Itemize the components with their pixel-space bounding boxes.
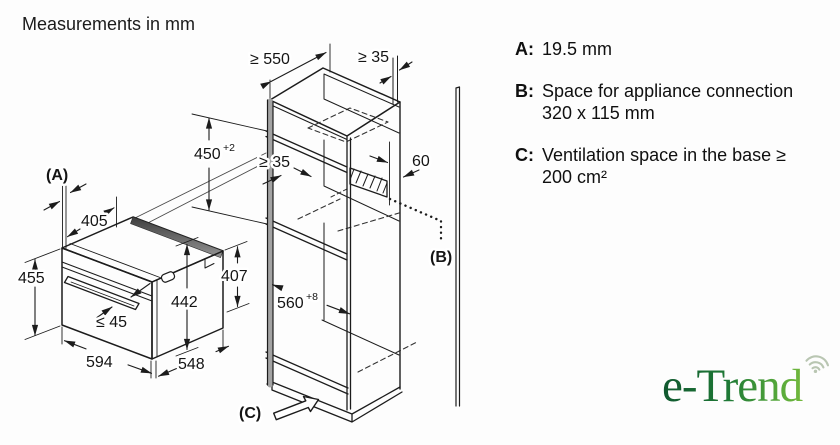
- dim-handle-arrow-upper: [131, 284, 150, 298]
- etrend-logo: [662, 354, 838, 426]
- dim-label-548: 548: [178, 356, 205, 373]
- dim-405-arrow-left: [68, 229, 81, 237]
- lower-compartment-lines: [322, 223, 399, 355]
- dim-label-455: 455: [18, 270, 45, 287]
- wifi-icon: [802, 350, 832, 374]
- legend: [515, 38, 835, 208]
- connection-area-b-dashed: [331, 188, 349, 197]
- etrend-logo-text: e-Trend: [662, 354, 838, 418]
- leader-b-dotted: [390, 199, 441, 243]
- legend-key-a: A:: [515, 39, 534, 59]
- page-title: Measurements in mm: [22, 14, 196, 34]
- dim-35niche-arrow-1: [294, 168, 311, 177]
- dim-594-arrow-right: [128, 365, 152, 373]
- dim-35top-refs: [393, 56, 398, 104]
- dim-label-depth: ≥ 550: [250, 51, 290, 68]
- label-b: (B): [430, 249, 453, 266]
- legend-text-c: [542, 144, 835, 188]
- dim-label-442: 442: [171, 294, 198, 311]
- dim-a-arrow-left: [44, 202, 60, 211]
- legend-item-b: [515, 80, 835, 124]
- lower-dashed: [358, 342, 417, 372]
- legend-key-b: B:: [515, 81, 534, 101]
- dim-35top-arrow-left: [380, 77, 391, 84]
- legend-b-line1: Space for appliance connection: [542, 81, 794, 101]
- dim-label-niche-height: 450: [194, 146, 221, 163]
- shelf2-front: [266, 218, 347, 260]
- oven-side-grip-hole: [160, 271, 175, 283]
- bottom-shelf-front: [266, 352, 348, 394]
- legend-c-line2: 200 cm²: [542, 167, 608, 187]
- dim-548-arrow-left: [159, 368, 179, 376]
- oven-door-top-edge: [70, 244, 160, 278]
- dim-a-extension-lines: [63, 185, 67, 249]
- dim-label-60: 60: [412, 153, 430, 170]
- dim-a-arrow-right: [71, 184, 87, 193]
- dim-594-arrow-left: [65, 341, 87, 349]
- legend-a-line1: 19.5 mm: [542, 39, 613, 59]
- side-wall-panel: [456, 87, 460, 406]
- legend-text-b: [542, 80, 835, 124]
- cabinet-top-dashed-cutout: [308, 108, 388, 142]
- insertion-guide-lines: [135, 153, 266, 226]
- cabinet-drawing: [192, 44, 460, 422]
- connection-area-b: [350, 168, 387, 197]
- dim-label-594: 594: [86, 354, 113, 371]
- dim-label-405: 405: [81, 213, 108, 230]
- label-c: (C): [239, 405, 262, 422]
- niche-dashed-1: [298, 199, 340, 219]
- oven-top-trim-band: [131, 217, 224, 258]
- cabinet-front-right-edge: [347, 136, 351, 410]
- dim-label-handle: ≤ 45: [96, 314, 128, 331]
- oven-drawing: [25, 153, 266, 378]
- label-a: (A): [46, 167, 69, 184]
- dim-label-niche-width-tol: +8: [306, 291, 318, 303]
- legend-key-c: C:: [515, 145, 534, 165]
- dim-405-arrow-right: [108, 208, 114, 212]
- legend-text-a: [542, 38, 835, 60]
- dim-60-arrow-left: [370, 156, 388, 163]
- dimension-labels: [18, 49, 452, 422]
- legend-item-c: [515, 144, 835, 188]
- dim-label-niche-gap: ≥ 35: [259, 154, 291, 171]
- dim-label-407: 407: [221, 268, 248, 285]
- dim-label-top-gap: ≥ 35: [358, 49, 390, 66]
- dim-450-ext: [192, 114, 267, 224]
- cabinet-top-face-inner: [270, 105, 347, 140]
- dim-35top-arrow-right: [400, 62, 413, 70]
- dim-label-niche-height-tol: +2: [223, 142, 235, 154]
- dim-455-ext: [25, 249, 60, 340]
- dim-label-niche-width: 560: [277, 295, 304, 312]
- dim-560-arrow-right: [327, 305, 350, 314]
- legend-b-line2: 320 x 115 mm: [542, 103, 655, 123]
- legend-c-line1: Ventilation space in the base ≥: [542, 145, 787, 165]
- oven-side-notch: [205, 259, 214, 268]
- dim-548-arrow-right: [216, 346, 229, 351]
- legend-item-a: [515, 38, 835, 60]
- upper-compartment-lines: [324, 74, 399, 133]
- dim-60-arrow-right: [404, 170, 420, 177]
